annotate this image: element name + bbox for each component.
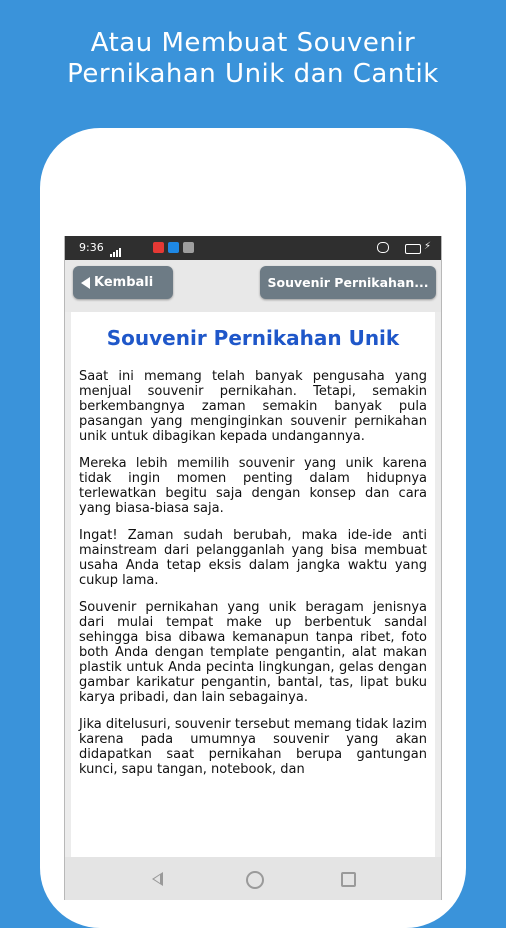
app-bar <box>65 260 441 312</box>
article-paragraph: Ingat! Zaman sudah berubah, maka ide-ide anti mainstream dari pelangganlah yang bisa membuat usaha Anda tetap eksis dalam jangka waktu yang cukup lama. <box>79 528 427 588</box>
article-title: Souvenir Pernikahan Unik <box>106 326 400 350</box>
title-button-label: Souvenir Pernikahan... <box>267 275 429 290</box>
nav-home-icon[interactable] <box>246 871 264 889</box>
nav-back-icon[interactable] <box>152 872 163 886</box>
signal-icon <box>110 244 126 253</box>
title-button[interactable] <box>260 266 436 299</box>
back-button-label: Kembali <box>94 275 154 290</box>
battery-icon <box>405 244 421 254</box>
headline-line-1: Atau Membuat Souvenir <box>90 28 416 58</box>
headline <box>0 28 506 90</box>
image-icon <box>183 242 194 253</box>
back-button[interactable] <box>73 266 173 299</box>
vibrate-icon <box>377 242 389 253</box>
article-paragraph: Mereka lebih memilih souvenir yang unik karena tidak ingin momen penting dalam hidupnya terlewatkan begitu saja dengan konsep dan cara yang biasa-biasa saja. <box>79 456 427 516</box>
article-paragraph: Souvenir pernikahan yang unik beragam jenisnya dari mulai tempat make up berbentuk sandal sehingga bisa dibawa kemanapun tanpa ribet, foto both Anda dengan template pengantin, alat makan plastik untuk Anda pecinta lingkungan, gelas dengan gambar karikatur pengantin, bantal, tas, lipat buku karya pribadi, dan lain sebagainya. <box>79 600 427 705</box>
article-body <box>71 369 435 777</box>
nav-recent-icon[interactable] <box>341 872 356 887</box>
status-time: 9:36 <box>79 241 104 254</box>
article-paragraph: Saat ini memang telah banyak pengusaha yang menjual souvenir pernikahan. Tetapi, semakin berkembangnya zaman semakin banyak pula pasangan yang menginginkan souvenir pernikahan unik untuk dibagikan kepada undangannya. <box>79 369 427 444</box>
article-content[interactable] <box>71 312 435 857</box>
navigation-bar <box>65 857 441 900</box>
shield-icon <box>168 242 179 253</box>
notification-icon <box>153 242 164 253</box>
charging-icon: ⚡ <box>423 241 431 252</box>
status-bar <box>65 236 441 260</box>
article-paragraph: Jika ditelusuri, souvenir tersebut memang tidak lazim karena pada umumnya souvenir yang akan didapatkan saat pernikahan berupa gantungan kunci, sapu tangan, notebook, dan <box>79 717 427 777</box>
headline-line-2: Pernikahan Unik dan Cantik <box>67 59 439 89</box>
phone-screen <box>64 236 442 900</box>
back-arrow-icon <box>81 277 90 289</box>
